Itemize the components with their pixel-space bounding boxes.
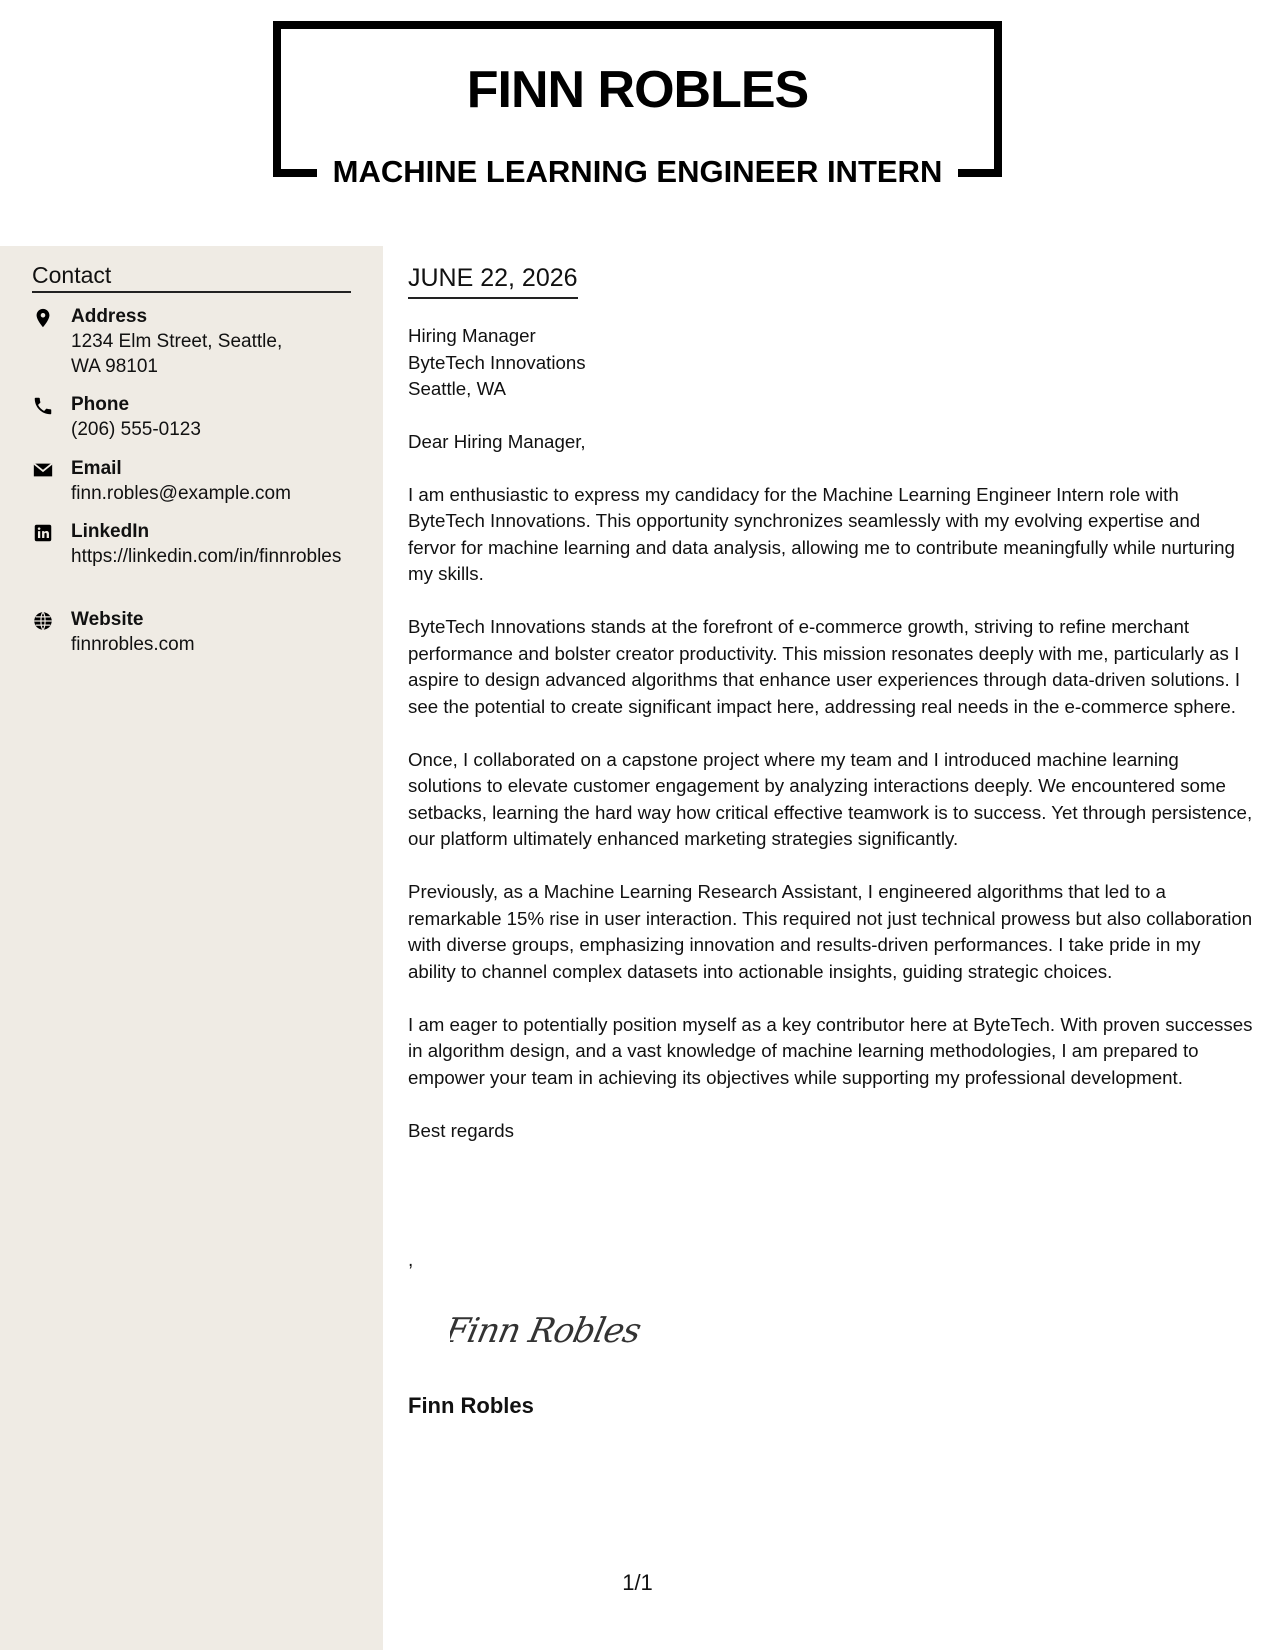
linkedin-icon	[32, 522, 54, 544]
letter-date: JUNE 22, 2026	[408, 264, 578, 299]
envelope-icon	[32, 459, 54, 481]
letter-paragraph: ByteTech Innovations stands at the forefront of e-commerce growth, striving to refine merchant performance and bolster creator productivity. This mission resonates deeply with me, particularly as I aspire to design advanced algorithms that enhance user experiences through data-driven solutions. I see the potential to create significant impact here, addressing real needs in the e-commerce sphere.	[408, 616, 1241, 717]
globe-icon	[32, 610, 54, 632]
phone-icon	[32, 395, 54, 417]
recipient-block	[408, 323, 1253, 403]
salutation: Dear Hiring Manager,	[408, 430, 586, 452]
contact-linkedin	[32, 519, 352, 569]
closing: Best regards	[408, 1119, 514, 1141]
contact-email	[32, 456, 352, 506]
letter-paragraph: Once, I collaborated on a capstone project where my team and I introduced machine learning solutions to elevate customer engagement by analyzing interactions deeply. We encountered some setbacks, learning the hard way how critical effective teamwork is to success. Yet through persistence, our platform ultimately enhanced marketing strategies significantly.	[408, 748, 1253, 849]
closing-comma: ,	[408, 1250, 414, 1271]
recipient-line: ByteTech Innovations	[408, 351, 586, 373]
location-pin-icon	[32, 307, 54, 329]
applicant-name: FINN ROBLES	[466, 61, 809, 119]
letter-body	[408, 323, 1253, 1171]
contact-label: Address	[71, 306, 148, 327]
contact-website	[32, 607, 352, 657]
letter-paragraph: Previously, as a Machine Learning Research Assistant, I engineered algorithms that led to a remarkable 15% rise in user interaction. This required not just technical prowess but also collaboration with diverse groups, emphasizing innovation and results-driven performances. I take pride in my ability to channel complex datasets into actionable insights, guiding strategic choices.	[408, 881, 1253, 982]
contact-heading: Contact	[32, 262, 351, 293]
contact-value: https://linkedin.com/in/finnrobles	[71, 546, 342, 567]
contact-label: Phone	[71, 394, 130, 415]
contact-value: 1234 Elm Street, Seattle, WA 98101	[71, 331, 283, 377]
handwritten-signature	[450, 1300, 650, 1365]
recipient-line: Seattle, WA	[408, 378, 506, 399]
contact-phone	[32, 392, 352, 442]
contact-value: finnrobles.com	[71, 634, 195, 655]
svg-text:Finn Robles: Finn Robles	[450, 1311, 644, 1351]
letter-paragraph: I am enthusiastic to express my candidacy for the Machine Learning Engineer Intern role with ByteTech Innovations. This opportunity synchronizes seamlessly with my evolving expertise and fervor for machine learning and data analysis, allowing me to contribute meaningfully while nurturing my skills.	[408, 483, 1235, 584]
contact-label: Website	[71, 609, 144, 630]
page-number: 1/1	[622, 1570, 653, 1595]
contact-label: LinkedIn	[71, 521, 150, 542]
contact-address	[32, 304, 352, 379]
letter-paragraph: I am eager to potentially position myself as a key contributor here at ByteTech. With proven successes in algorithm design, and a vast knowledge of machine learning methodologies, I am prepared to empower your team in achieving its objectives while supporting my professional development.	[408, 1013, 1253, 1088]
contact-value: (206) 555-0123	[71, 419, 201, 440]
contact-label: Email	[71, 458, 122, 479]
signer-name: Finn Robles	[408, 1393, 534, 1418]
contact-value: finn.robles@example.com	[71, 483, 291, 504]
job-title: MACHINE LEARNING ENGINEER INTERN	[332, 154, 943, 189]
recipient-line: Hiring Manager	[408, 325, 536, 346]
